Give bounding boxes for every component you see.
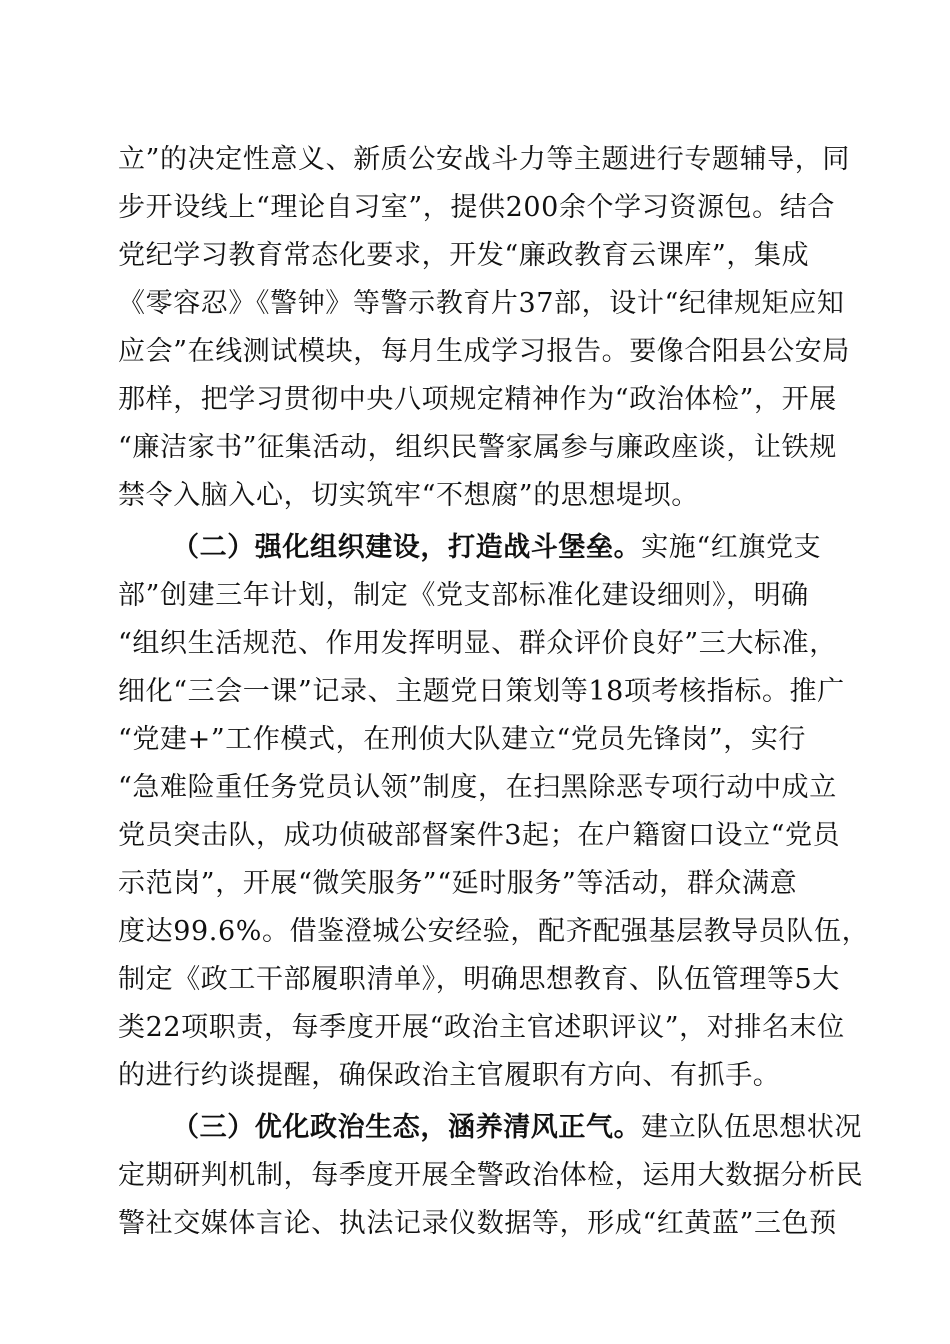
text-run: 建立队伍思想状况 <box>641 1112 863 1143</box>
text-line: 《零容忍》《警钟》等警示教育片37部，设计“纪律规矩应知 <box>118 288 845 319</box>
text-line: 应会”在线测试模块，每月生成学习报告。要像合阳县公安局 <box>118 336 851 367</box>
text-line-first <box>118 524 828 572</box>
text-line: 度达99.6%。借鉴澄城公安经验，配齐配强基层教导员队伍， <box>118 916 870 947</box>
text-line: 类22项职责，每季度开展“政治主官述职评议”，对排名末位 <box>118 1012 845 1043</box>
text-run: 实施“红旗党支 <box>641 532 822 563</box>
paragraph-2 <box>118 524 870 1100</box>
text-line: “廉洁家书”征集活动，组织民警家属参与廉政座谈，让铁规 <box>118 432 837 463</box>
text-line: “党建+”工作模式，在刑侦大队建立“党员先锋岗”，实行 <box>118 724 807 755</box>
document-body <box>118 136 870 1248</box>
text-line: 党纪学习教育常态化要求，开发“廉政教育云课库”，集成 <box>118 240 810 271</box>
paragraph-3 <box>118 1104 864 1248</box>
text-line-first <box>118 1104 863 1152</box>
text-line: “急难险重任务党员认领”制度，在扫黑除恶专项行动中成立 <box>118 772 837 803</box>
text-line: 定期研判机制，每季度开展全警政治体检，运用大数据分析民 <box>118 1160 864 1191</box>
section-heading: （二）强化组织建设，打造战斗堡垒。 <box>172 532 642 563</box>
text-line: 警社交媒体言论、执法记录仪数据等，形成“红黄蓝”三色预 <box>118 1208 837 1239</box>
text-line: 党员突击队，成功侦破部督案件3起；在户籍窗口设立“党员 <box>118 820 841 851</box>
text-line: 示范岗”，开展“微笑服务”“延时服务”等活动，群众满意 <box>118 868 798 899</box>
text-line: 部”创建三年计划，制定《党支部标准化建设细则》，明确 <box>118 580 809 611</box>
text-line: 的进行约谈提醒，确保政治主官履职有方向、有抓手。 <box>118 1060 781 1091</box>
text-line: 那样，把学习贯彻中央八项规定精神作为“政治体检”，开展 <box>118 384 837 415</box>
section-heading: （三）优化政治生态，涵养清风正气。 <box>172 1112 642 1143</box>
text-line: 细化“三会一课”记录、主题党日策划等18项考核指标。推广 <box>118 676 845 707</box>
text-line: 制定《政工干部履职清单》，明确思想教育、队伍管理等5大 <box>118 964 840 995</box>
text-line: 立”的决定性意义、新质公安战斗力等主题进行专题辅导，同 <box>118 144 851 175</box>
text-line: 禁令入脑入心，切实筑牢“不想腐”的思想堤坝。 <box>118 480 699 511</box>
text-line: 步开设线上“理论自习室”，提供200余个学习资源包。结合 <box>118 192 835 223</box>
text-line: “组织生活规范、作用发挥明显、群众评价良好”三大标准， <box>118 628 837 659</box>
paragraph-1 <box>118 136 851 520</box>
